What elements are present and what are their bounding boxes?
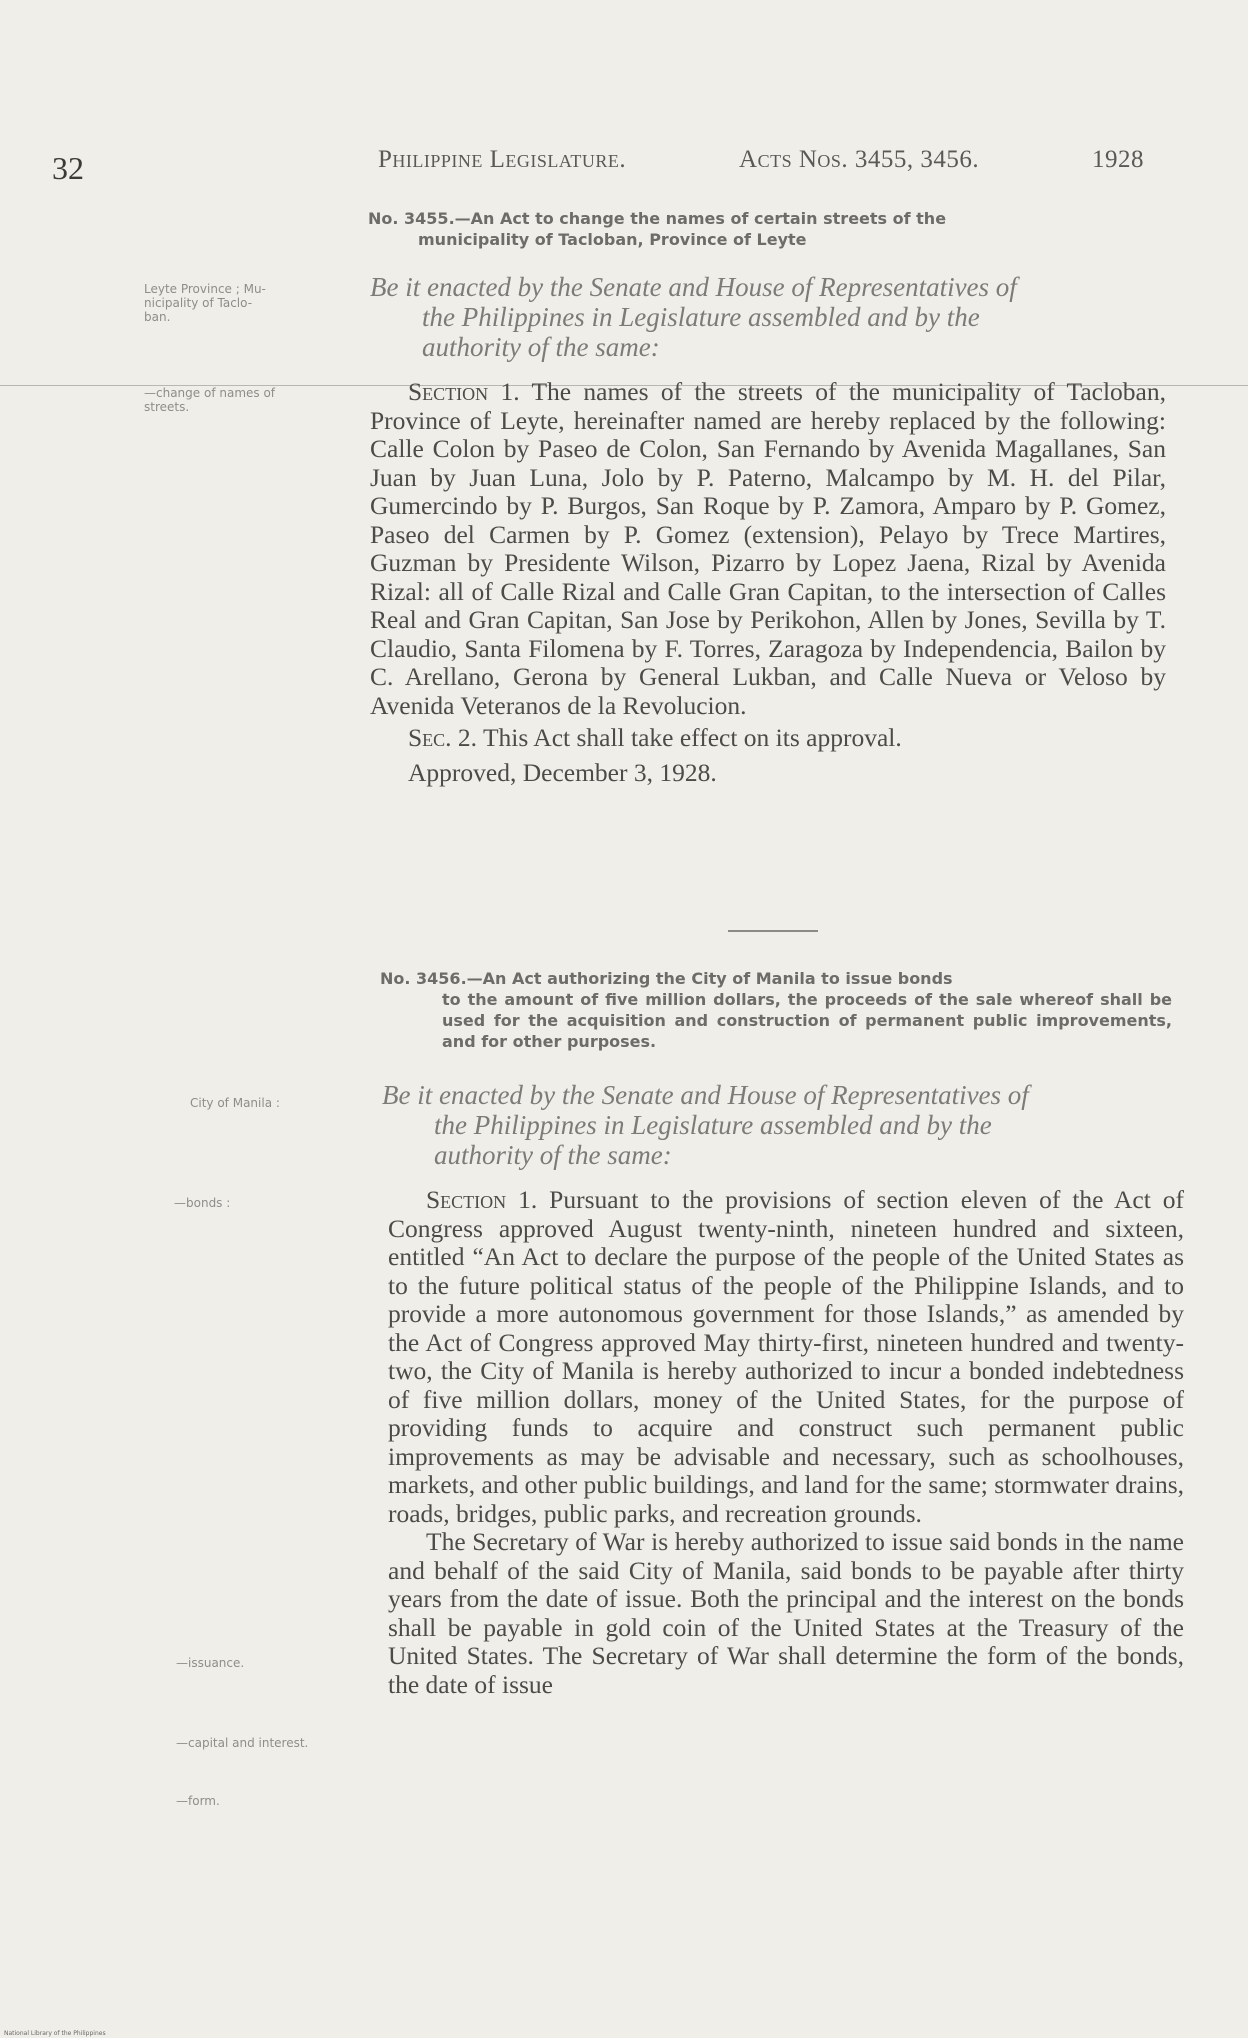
- act-3455-approved: Approved, December 3, 1928.: [408, 757, 717, 787]
- act-3456-enacting-clause: Be it enacted by the Senate and House of Representatives of the Philippines in Legislature assembled and by the authority of the same:: [382, 1080, 1029, 1170]
- act-3455-section2-label: Sec. 2.: [408, 723, 478, 752]
- act-3456-section1-label: Section 1.: [426, 1185, 538, 1214]
- section-divider: [728, 930, 818, 932]
- running-head-year: 1928: [1092, 146, 1144, 173]
- running-head-acts: Acts Nos. 3455, 3456.: [739, 146, 980, 173]
- act-3455-title: [368, 208, 1164, 250]
- act-3456-margin-note-issuance: —issuance.: [176, 1656, 245, 1670]
- act-3456-title: [380, 968, 1172, 1052]
- act-3456-section1-text: Pursuant to the provisions of section eleven of the Act of Congress approved August twenty-ninth, nineteen hundred and sixteen, entitled “An Act to declare the purpose of the people of the United States as to the future political status of the people of the Philippine Islands, and to provide a more autonomous government for those Islands,” as amended by the Act of Congress approved May thirty-first, nineteen hundred and twenty-two, the City of Manila is hereby authorized to incur a bonded indebtedness of five million dollars, money of the United States, for the purpose of providing funds to acquire and construct such permanent public improvements as may be advisable and necessary, such as schoolhouses, markets, and other public buildings, and land for the same; stormwater drains, roads, bridges, public parks, and recreation grounds.: [388, 1185, 1184, 1528]
- act-3455-enacting-clause: Be it enacted by the Senate and House of Representatives of the Philippines in Legislature assembled and by the authority of the same:: [370, 272, 1017, 362]
- page-number: 32: [52, 150, 84, 186]
- act-3455-margin-note-streets: —change of names of streets.: [144, 386, 276, 414]
- act-3456-body: [388, 1186, 1184, 1699]
- act-3456-margin-note-form: —form.: [176, 1794, 220, 1808]
- act-3455-body: [370, 378, 1166, 787]
- act-3455-section1-text: The names of the streets of the municipality of Tacloban, Province of Leyte, hereinafter named are hereby replaced by the following: Calle Colon by Paseo de Colon, San Fernando by Avenida Magallanes, San Juan by Juan Luna, Jolo by P. Paterno, Malcampo by M. H. del Pilar, Gumercindo by P. Burgos, San Roque by P. Zamora, Amparo by P. Gomez, Paseo del Carmen by P. Gomez (extension), Pelayo by Trece Martires, Guzman by Presidente Wilson, Pizarro by Lopez Jaena, Rizal by Avenida Rizal: all of Calle Rizal and Calle Gran Capitan, to the intersection of Calles Real and Gran Capitan, San Jose by Perikohon, Allen by Jones, Sevilla by T. Claudio, Santa Filomena by F. Torres, Zaragoza by Independencia, Bailon by C. Arellano, Gerona by General Lukban, and Calle Nueva or Veloso by Avenida Veteranos de la Revolucion.: [370, 377, 1167, 720]
- act-3455-section2-text: This Act shall take effect on its approval.: [477, 723, 902, 752]
- running-head-title: Philippine Legislature.: [378, 146, 627, 173]
- act-3455-section1-label: Section 1.: [408, 377, 520, 406]
- act-3456-paragraph2: The Secretary of War is hereby authorized to issue said bonds in the name and behalf of the said City of Manila, said bonds to be payable after thirty years from the date of issue. Both the principal and the interest on the bonds shall be payable in gold coin of the United States at the Treasury of the United States. The Secretary of War shall determine the form of the bonds, the date of issue: [388, 1527, 1184, 1699]
- act-3455-title-line2: municipality of Tacloban, Province of Leyte: [418, 230, 807, 249]
- running-head: [378, 146, 1144, 174]
- act-3455-title-line1: No. 3455.—An Act to change the names of certain streets of the: [368, 209, 947, 228]
- act-3456-margin-note-city: City of Manila :: [190, 1096, 280, 1110]
- act-3456-title-line1: No. 3456.—An Act authorizing the City of Manila to issue bonds: [380, 969, 953, 988]
- scan-footer: National Library of the Philippines: [4, 2030, 106, 2037]
- act-3456-title-rest: to the amount of five million dollars, the proceeds of the sale whereof shall be used for the acquisition and construction of permanent public improvements, and for other purposes.: [442, 990, 1172, 1051]
- act-3455-margin-note-province: Leyte Province ; Mu- nicipality of Taclo- ban.: [144, 282, 266, 324]
- act-3456-margin-note-capital: —capital and interest.: [176, 1736, 309, 1750]
- act-3456-margin-note-bonds: —bonds :: [174, 1196, 231, 1210]
